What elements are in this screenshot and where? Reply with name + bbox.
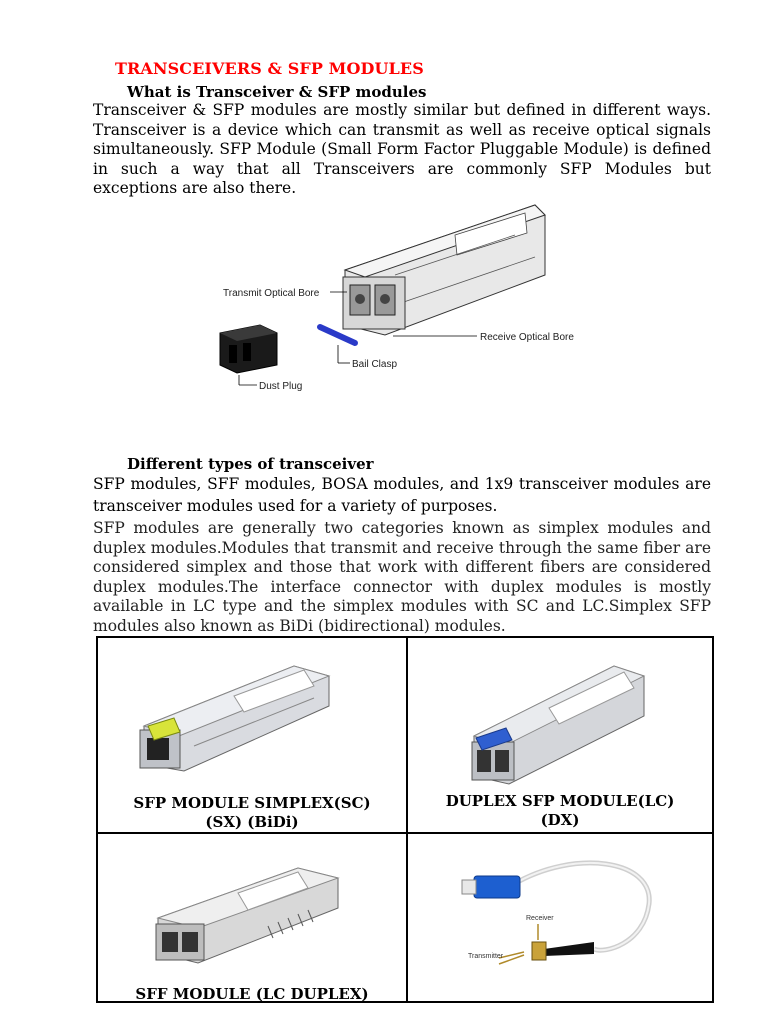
- table-divider-vertical: [406, 638, 408, 1001]
- caption-sfp-simplex-line2: (SX) (BiDi): [205, 813, 299, 831]
- document-title: TRANSCEIVERS & SFP MODULES: [115, 59, 424, 78]
- label-transmit-optical-bore: Transmit Optical Bore: [223, 288, 320, 299]
- label-dust-plug: Dust Plug: [259, 381, 303, 392]
- section-heading-what-is: What is Transceiver & SFP modules: [127, 83, 427, 101]
- label-bail-clasp: Bail Clasp: [352, 359, 398, 370]
- caption-sfp-duplex-line2: (DX): [540, 811, 580, 829]
- caption-sfp-simplex: [102, 794, 402, 832]
- label-receiver: Receiver: [526, 915, 554, 922]
- label-receive-optical-bore: Receive Optical Bore: [480, 332, 574, 343]
- label-transmitter: Transmitter: [468, 953, 504, 960]
- sff-module-image: [148, 848, 348, 978]
- section-paragraph-simplex-duplex: SFP modules are generally two categories known as simplex modules and duplex modules.Modules that transmit and receive through the same fiber are considered simplex and those that work with different fibers are considered duplex modules.The interface connector with duplex modules is mostly available in LC type and the simplex modules with SC and LC.Simplex SFP modules also known as BiDi (bidirectional) modules.: [93, 519, 711, 635]
- sfp-simplex-module-image: [134, 656, 334, 776]
- caption-sfp-duplex-line1: DUPLEX SFP MODULE(LC): [445, 792, 675, 810]
- bosa-pigtail-image: [454, 854, 664, 984]
- section-heading-types: Different types of transceiver: [127, 455, 374, 473]
- caption-sfp-duplex: [410, 792, 710, 830]
- caption-sff-module: SFF MODULE (LC DUPLEX): [135, 985, 369, 1003]
- sfp-duplex-module-image: [464, 656, 654, 786]
- section-paragraph-types: SFP modules, SFF modules, BOSA modules, and 1x9 transceiver modules are transceiver modules used for a variety of purposes.: [93, 475, 711, 515]
- section-paragraph-intro: Transceiver & SFP modules are mostly similar but defined in different ways. Transceiver is a device which can transmit as well as receive optical signals simultaneously. SFP Module (Small Form Factor Pluggable Module) is defined in such a way that all Transceivers are commonly SFP Modules but exceptions are also there.: [93, 101, 711, 197]
- table-divider-horizontal: [98, 832, 712, 834]
- caption-sfp-simplex-line1: SFP MODULE SIMPLEX(SC): [133, 794, 371, 812]
- sfp-module-diagram: [215, 205, 574, 405]
- module-comparison-table: [96, 636, 714, 1003]
